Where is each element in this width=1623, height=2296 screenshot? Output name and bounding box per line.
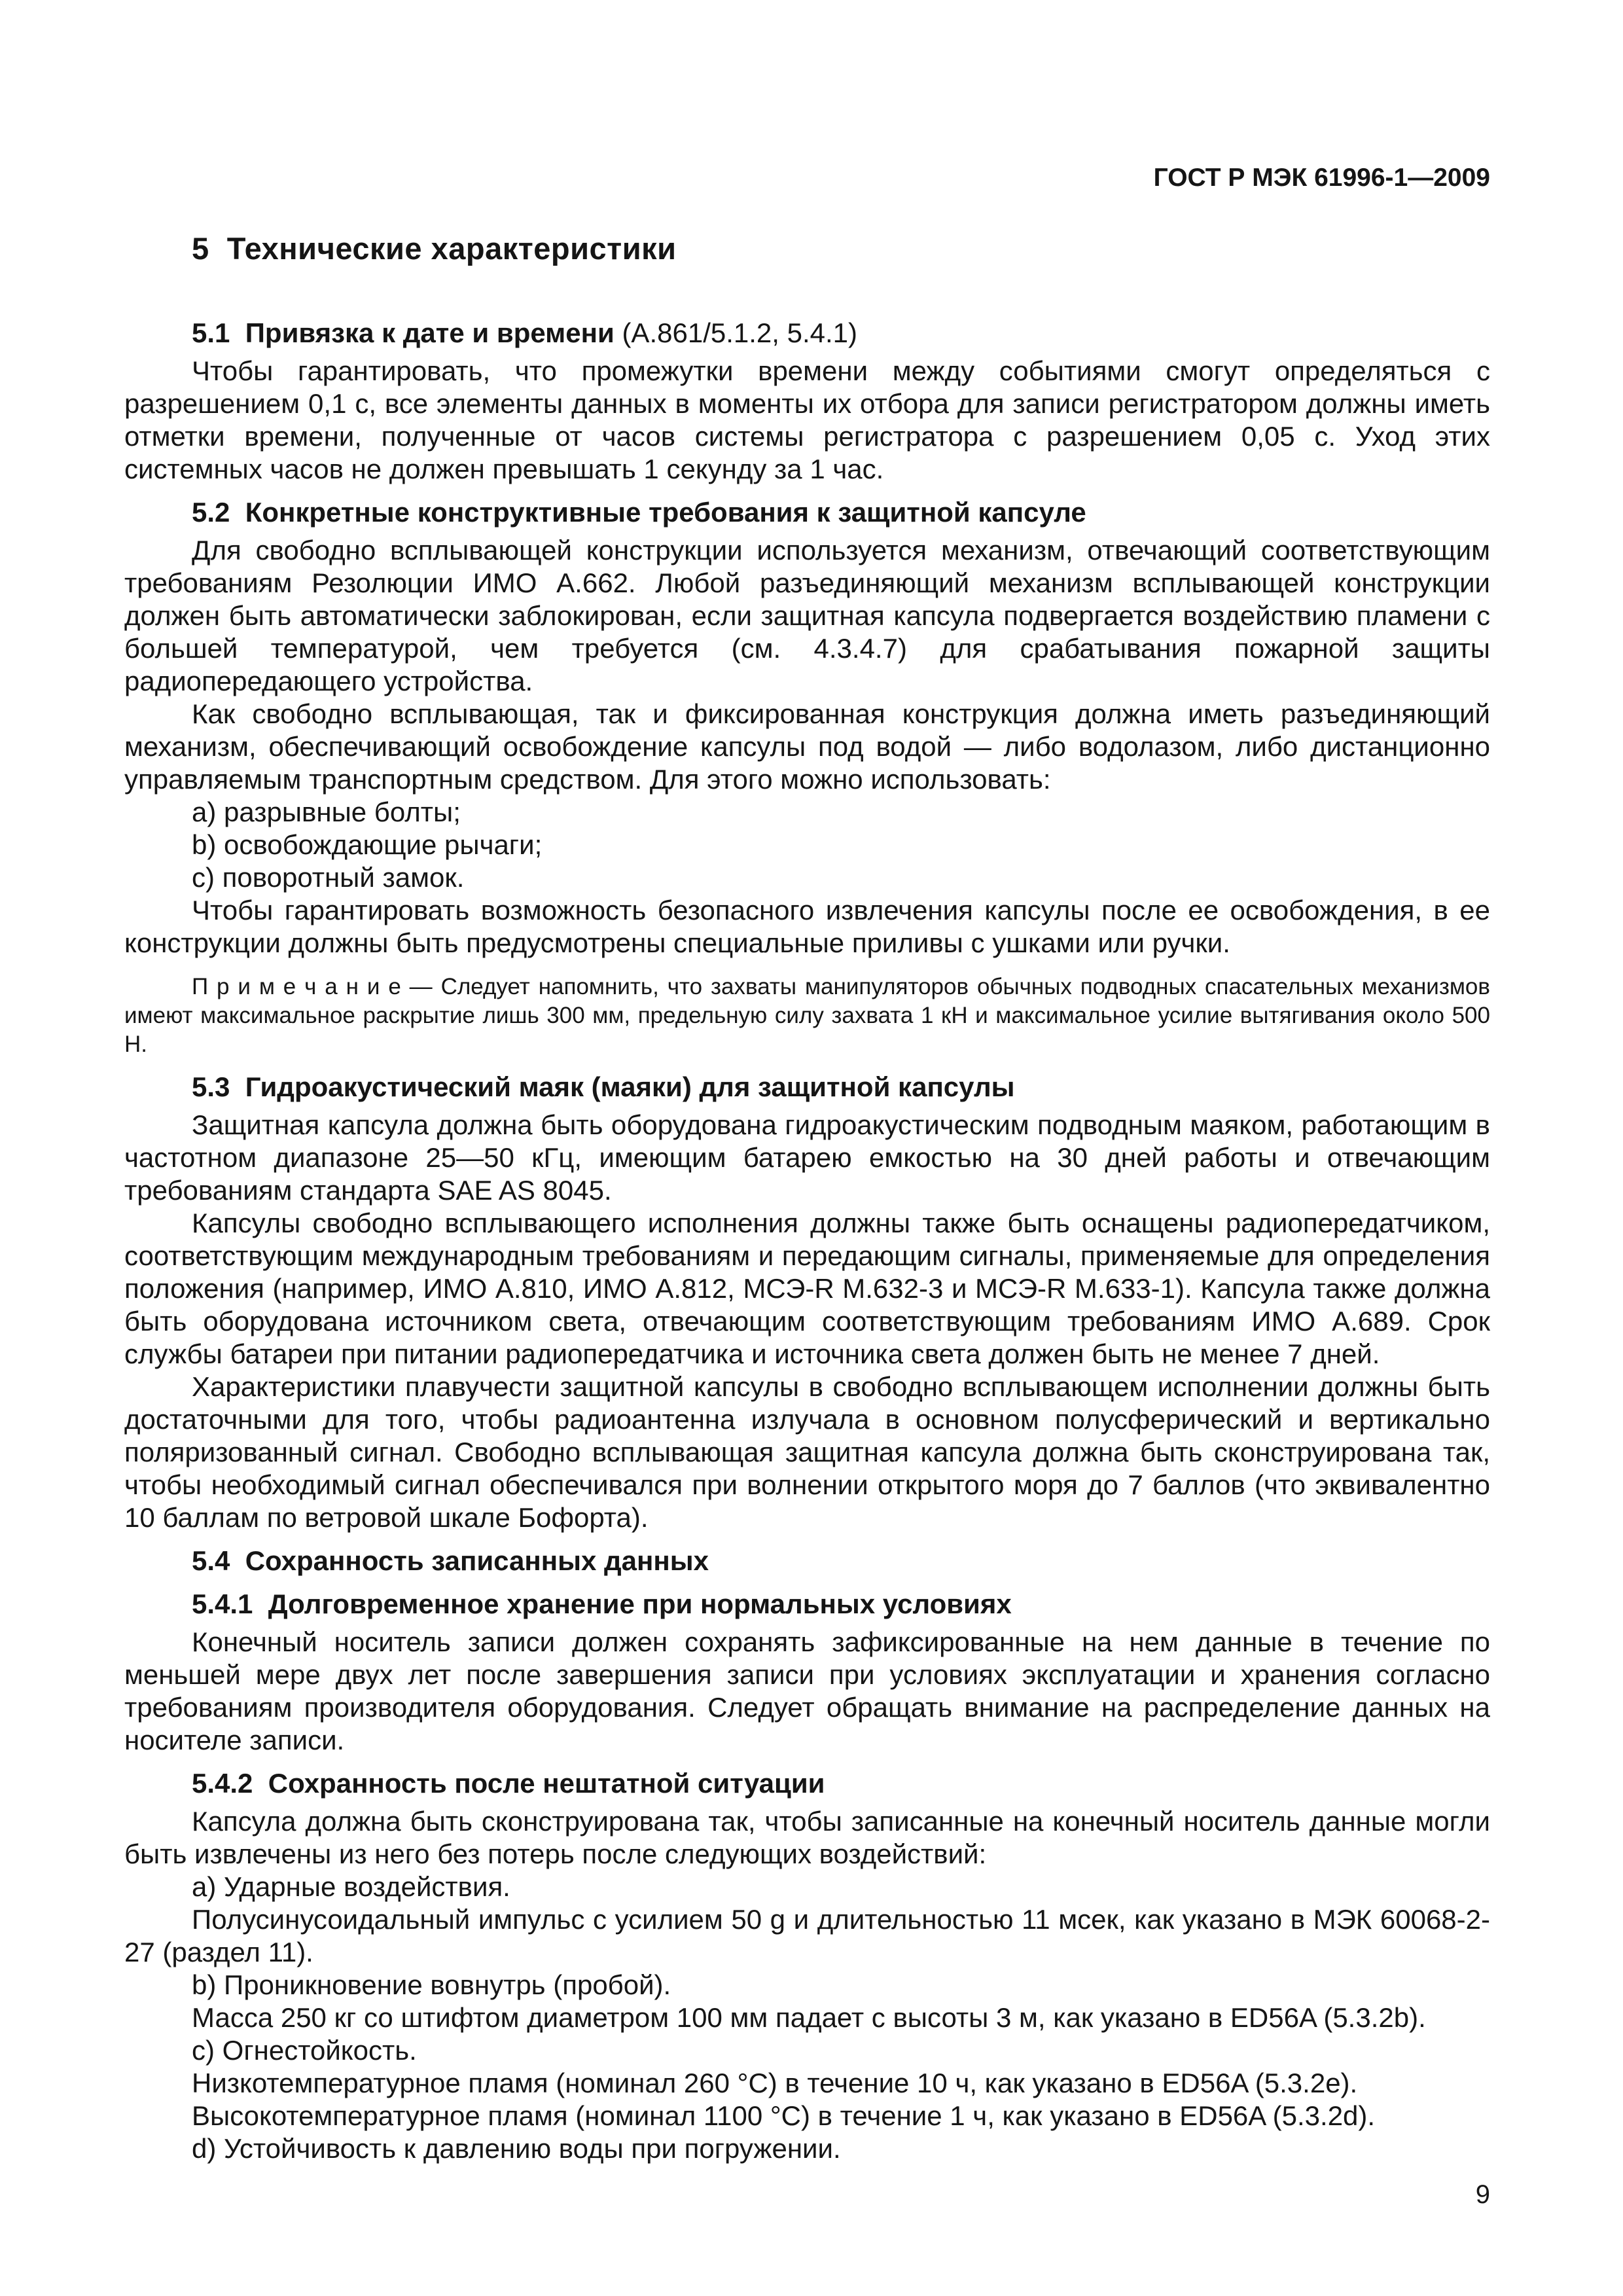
list-item: c) поворотный замок. <box>192 862 465 893</box>
paragraph: Конечный носитель записи должен сохранять зафиксированные на нем данные в течение по меньшей мере двух лет после завершения записи при условиях эксплуатации и хранения согласно требованиям производителя оборудования. Следует обращать внимание на распределение данных на носителе записи. <box>124 1626 1490 1755</box>
subheading-number-and-title: 5.4.1 Долговременное хранение при нормальных условиях <box>192 1588 1012 1619</box>
subheading-number-and-title: 5.4.2 Сохранность после нештатной ситуации <box>192 1768 825 1799</box>
paragraph: Полусинусоидальный импульс с усилием 50 g и длительностью 11 мсек, как указано в МЭК 60068-2-27 (раздел 11). <box>124 1904 1490 1967</box>
paragraph: Для свободно всплывающей конструкции используется механизм, отвечающий соответствующим требованиям Резолюции ИМО А.662. Любой разъединяющий механизм всплывающей конструкции должен быть автоматически заблокирован, если защитная капсула подвергается воздействию пламени с большей температурой, чем требуется (см. 4.3.4.7) для срабатывания пожарной защиты радиопередающего устройства. <box>124 535 1490 696</box>
subheading <box>124 317 1490 350</box>
subheading <box>124 1071 1490 1103</box>
subheading-number-and-title: 5.3 Гидроакустический маяк (маяки) для защитной капсулы <box>192 1071 1015 1102</box>
subheading <box>124 1545 1490 1577</box>
list-item: a) разрывные болты; <box>192 797 461 827</box>
list-item: b) освобождающие рычаги; <box>192 829 543 860</box>
paragraph: Высокотемпературное пламя (номинал 1100 °С) в течение 1 ч, как указано в ED56A (5.3.2d). <box>192 2100 1376 2131</box>
page-footer <box>1476 2180 1490 2210</box>
note: П р и м е ч а н и е — Следует напомнить, что захваты манипуляторов обычных подводных спасательных механизмов имеют максимальное раскрытие лишь 300 мм, предельную силу захвата 1 кН и максимальное усилие вытягивания около 500 Н. <box>124 974 1490 1057</box>
paragraph: Масса 250 кг со штифтом диаметром 100 мм падает с высоты 3 м, как указано в ED56A (5.3.2b). <box>192 2002 1426 2033</box>
subheading <box>124 1588 1490 1621</box>
list-item: c) Огнестойкость. <box>192 2035 417 2066</box>
page-header <box>124 164 1490 192</box>
list-item: d) Устойчивость к давлению воды при погружении. <box>192 2133 841 2164</box>
paragraph: Как свободно всплывающая, так и фиксированная конструкция должна иметь разъединяющий механизм, обеспечивающий освобождение капсулы под водой — либо водолазом, либо дистанционно управляемым транспортным средством. Для этого можно использовать: <box>124 698 1490 795</box>
paragraph: Характеристики плавучести защитной капсулы в свободно всплывающем исполнении должны быть достаточными для того, чтобы радиоантенна излучала в основном полусферический и вертикально поляризованный сигнал. Свободно всплывающая защитная капсула должна быть сконструирована так, чтобы необходимый сигнал обеспечивался при волнении открытого моря до 7 баллов (что эквивалентно 10 баллам по ветровой шкале Бофорта). <box>124 1371 1490 1533</box>
section-title: 5 Технические характеристики <box>192 231 677 266</box>
paragraph: Защитная капсула должна быть оборудована гидроакустическим подводным маяком, работающим в частотном диапазоне 25—50 кГц, имеющим батарею емкостью на 30 дней работы и отвечающим требованиям стандарта SAE AS 8045. <box>124 1109 1490 1206</box>
subheading-reference: (А.861/5.1.2, 5.4.1) <box>614 317 858 348</box>
paragraph: Чтобы гарантировать, что промежутки времени между событиями смогут определяться с разрешением 0,1 с, все элементы данных в моменты их отбора для записи регистратором должны иметь отметки времени, полученные от часов системы регистратора с разрешением 0,05 с. Уход этих системных часов не должен превышать 1 секунду за 1 час. <box>124 355 1490 484</box>
paragraph: Чтобы гарантировать возможность безопасного извлечения капсулы после ее освобождения, в ее конструкции должны быть предусмотрены специальные приливы с ушками или ручки. <box>124 895 1490 958</box>
paragraph: Низкотемпературное пламя (номинал 260 °С) в течение 10 ч, как указано в ED56A (5.3.2e). <box>192 2068 1358 2098</box>
page-number: 9 <box>1475 2180 1490 2209</box>
standard-designation: ГОСТ Р МЭК 61996-1—2009 <box>1153 164 1490 192</box>
subheading-number-and-title: 5.1 Привязка к дате и времени <box>192 317 615 348</box>
paragraph: Капсулы свободно всплывающего исполнения должны также быть оснащены радиопередатчиком, соответствующим международным требованиям и передающим сигналы, применяемые для определения положения (например, ИМО А.810, ИМО А.812, МСЭ-R М.632-3 и МСЭ-R М.633-1). Капсула также должна быть оборудована источником света, отвечающим соответствующим требованиям ИМО А.689. Срок службы батареи при питании радиопередатчика и источника света должен быть не менее 7 дней. <box>124 1208 1490 1369</box>
list-item: b) Проникновение вовнутрь (пробой). <box>192 1969 671 2000</box>
list-item: a) Ударные воздействия. <box>192 1871 510 1902</box>
subheading-number-and-title: 5.2 Конкретные конструктивные требования к защитной капсуле <box>192 497 1086 528</box>
subheading <box>124 1767 1490 1800</box>
paragraph: Капсула должна быть сконструирована так, чтобы записанные на конечный носитель данные могли быть извлечены из него без потерь после следующих воздействий: <box>124 1806 1490 1869</box>
subheading <box>124 496 1490 529</box>
subheading-number-and-title: 5.4 Сохранность записанных данных <box>192 1545 709 1576</box>
document-body <box>124 306 1490 2165</box>
